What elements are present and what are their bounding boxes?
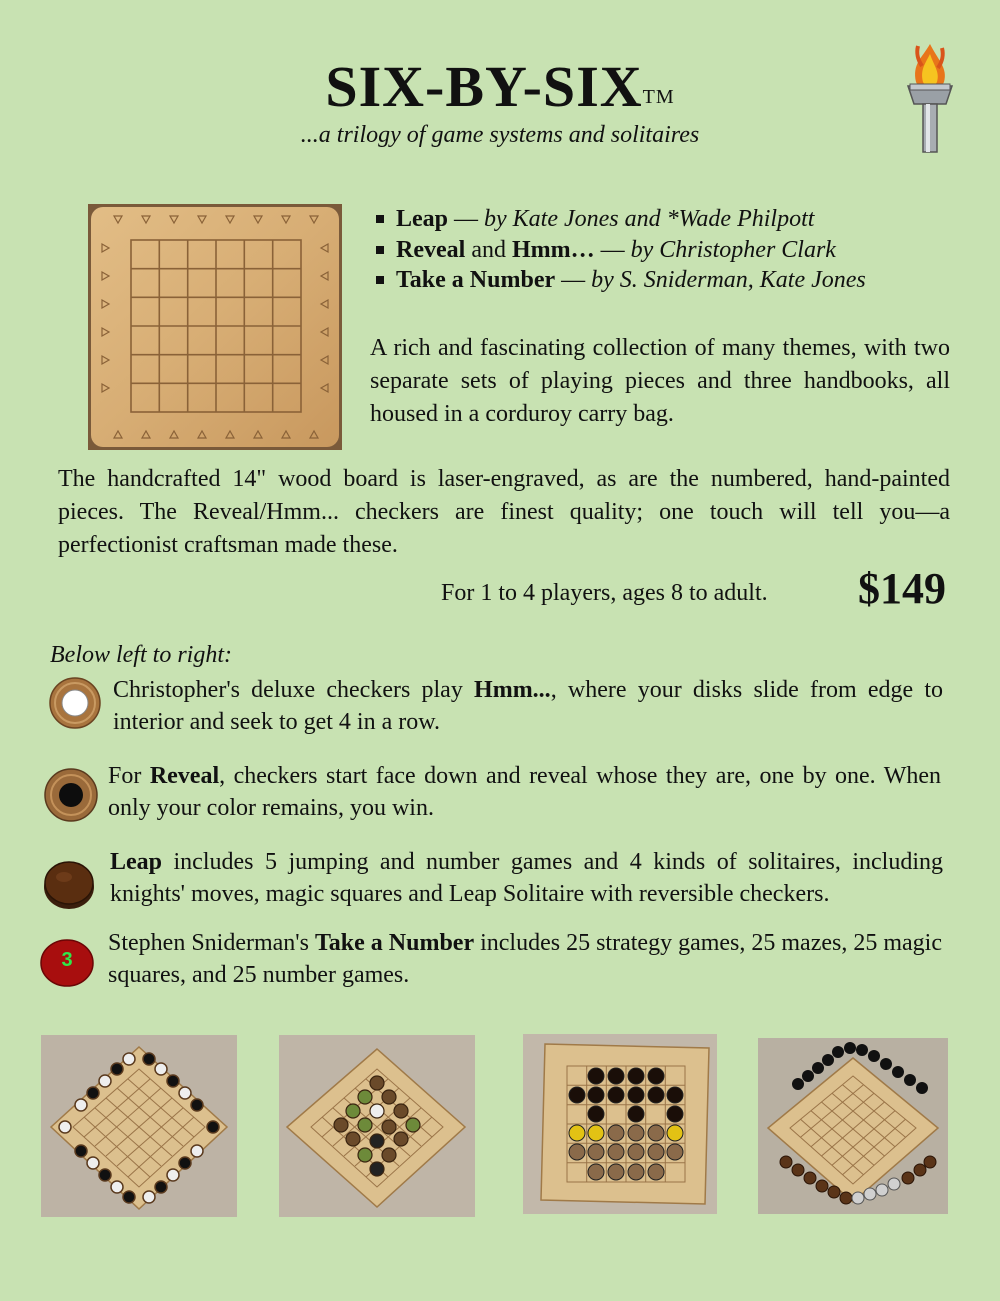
trademark-mark: TM xyxy=(642,86,675,108)
item-take-a-number xyxy=(108,927,942,991)
credits-list xyxy=(372,204,866,296)
page-title xyxy=(0,52,1000,122)
item-hmm xyxy=(113,674,943,738)
dash: — xyxy=(448,206,485,232)
item-game-name: Leap xyxy=(110,849,163,875)
item-text-post: , checkers start face down and reveal whose they are, one by one. When only your color remains, you win. xyxy=(108,763,942,821)
item-text-post: includes 25 strategy games, 25 mazes, 25 magic squares, and 25 number games. xyxy=(108,930,942,988)
item-leap xyxy=(110,846,943,910)
item-text-pre: For xyxy=(108,763,150,789)
photo-take-a-number-game xyxy=(523,1034,717,1214)
author: by Kate Jones and *Wade Philpott xyxy=(484,206,815,232)
dash: — xyxy=(594,236,631,263)
conjunction: and xyxy=(465,236,512,263)
brown-checker-icon xyxy=(42,857,96,911)
author: by Christopher Clark xyxy=(630,236,836,263)
item-text-post: includes 5 jumping and number games and 4 kinds of solitaires, including knights' moves, magic squares and Leap Solitaire with reversible checkers. xyxy=(110,849,943,907)
players-info: For 1 to 4 players, ages 8 to adult. xyxy=(441,580,768,606)
number-piece-label: 3 xyxy=(61,949,73,971)
credit-take-a-number xyxy=(372,265,866,296)
item-text-pre: Christopher's deluxe checkers play xyxy=(113,677,475,703)
wooden-board-image xyxy=(88,204,342,450)
credit-reveal-hmm xyxy=(372,235,866,266)
game-name: Leap xyxy=(396,206,449,232)
price: $149 xyxy=(858,564,946,613)
photo-reveal-game xyxy=(279,1035,475,1217)
page-subtitle: ...a trilogy of game systems and solitaires xyxy=(300,122,700,148)
item-text-pre: Stephen Sniderman's xyxy=(108,930,315,956)
game-name: Take a Number xyxy=(396,267,556,293)
below-label: Below left to right: xyxy=(50,642,232,668)
black-checker-icon xyxy=(44,768,98,822)
item-game-name: Reveal xyxy=(149,763,220,789)
credit-leap xyxy=(372,204,866,235)
description: A rich and fascinating collection of many themes, with two separate sets of playing pieces and three handbooks, all housed in a corduroy carry bag. xyxy=(370,335,950,427)
item-game-name: Take a Number xyxy=(314,930,475,956)
torch-icon xyxy=(900,40,960,155)
item-game-name: Hmm... xyxy=(474,677,551,703)
game-name: Reveal xyxy=(396,236,466,263)
photo-leap-game xyxy=(758,1038,948,1214)
title-text: SIX-BY-SIX xyxy=(325,54,643,119)
number-piece-icon xyxy=(40,938,94,988)
white-checker-icon xyxy=(48,676,102,730)
item-text-post: , where your disks slide from edge to interior and seek to get 4 in a row. xyxy=(113,677,944,735)
item-reveal xyxy=(108,760,941,824)
description-board: The handcrafted 14" wood board is laser-engraved, as are the numbered, hand-painted pieces. The Reveal/Hmm... checkers are finest quality; one touch will tell you—a perfectionist craftsman made these. xyxy=(58,466,950,558)
game-name: Hmm… xyxy=(511,236,595,263)
author: by S. Sniderman, Kate Jones xyxy=(591,267,866,293)
photo-hmm-game xyxy=(41,1035,237,1217)
dash: — xyxy=(555,267,592,293)
